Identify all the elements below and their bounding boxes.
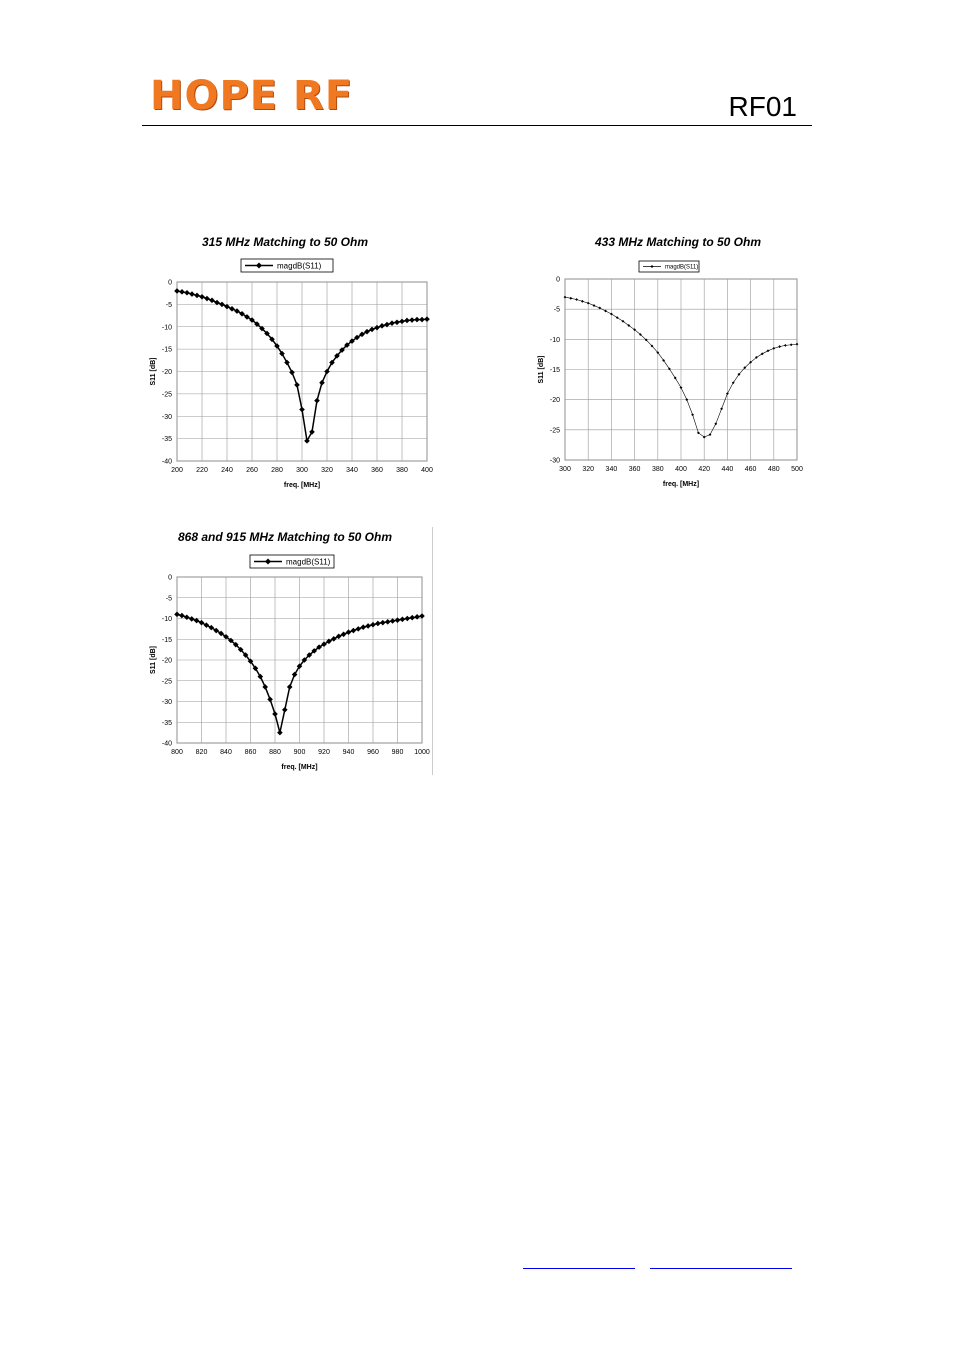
y-tick-label: -15 [161,346,172,354]
y-tick-label: 0 [168,574,172,582]
x-tick-label: 880 [269,749,281,756]
x-tick-label: 220 [196,467,208,474]
x-tick-label: 980 [391,749,404,756]
y-tick-label: -15 [549,367,560,374]
legend-label: magdB(S11) [665,264,699,271]
chart-svg [135,523,435,778]
chart-frame-edge [432,527,433,775]
y-tick-label: -5 [165,595,172,603]
x-tick-label: 260 [246,467,258,474]
y-tick-label: -30 [161,413,172,421]
x-tick-label: 380 [651,466,664,473]
x-tick-label: 300 [559,466,571,473]
y-tick-label: 0 [168,279,172,287]
y-tick-label: -35 [161,436,172,444]
x-tick-label: 860 [244,749,257,756]
y-tick-label: -15 [161,636,172,644]
x-tick-label: 460 [744,466,757,473]
y-tick-label: -25 [161,391,172,399]
y-axis-label: S11 [dB] [150,357,157,386]
x-tick-label: 300 [296,467,308,474]
x-tick-label: 960 [367,749,379,756]
chart-315mhz [135,228,435,493]
x-tick-label: 1000 [414,749,430,756]
footer-link-1[interactable] [523,1254,635,1269]
x-tick-label: 240 [221,467,233,474]
x-axis-label: freq. [MHz] [283,482,321,489]
y-tick-label: -40 [161,458,172,466]
chart-svg [525,228,815,493]
company-logo: HOPE RF [150,73,354,119]
document-id: RF01 [728,91,797,122]
x-tick-label: 360 [371,467,383,474]
y-tick-label: -25 [161,678,172,686]
y-tick-label: -5 [553,306,560,314]
x-tick-label: 340 [605,466,618,473]
y-tick-label: 0 [556,276,560,284]
x-tick-label: 800 [171,749,183,756]
chart-title: 433 MHz Matching to 50 Ohm [594,235,762,249]
y-axis-label: S11 [dB] [538,355,545,384]
y-tick-label: -20 [161,657,172,665]
header-divider [142,125,812,126]
chart-433mhz [525,228,815,493]
x-tick-label: 440 [721,466,734,473]
chart-868-915mhz [135,523,435,778]
x-tick-label: 500 [791,466,803,473]
y-tick-label: -20 [549,397,560,405]
legend-label: magdB(S11) [277,261,322,271]
y-tick-label: -10 [161,616,172,623]
y-tick-label: -35 [161,719,172,727]
chart-svg [135,228,435,493]
x-tick-label: 400 [421,467,433,474]
x-axis-label: freq. [MHz] [281,764,318,771]
x-tick-label: 480 [767,466,780,473]
x-tick-label: 320 [321,467,333,474]
y-tick-label: -30 [161,699,172,706]
y-tick-label: -40 [161,740,172,748]
x-tick-label: 820 [195,749,208,756]
y-tick-label: -25 [549,427,560,435]
x-tick-label: 840 [220,749,232,756]
y-tick-label: -10 [161,324,172,332]
y-axis-label: S11 [dB] [150,645,157,675]
x-tick-label: 900 [293,749,306,756]
x-tick-label: 920 [318,749,330,756]
legend-label: magdB(S11) [286,557,331,567]
x-tick-label: 280 [271,467,283,474]
y-tick-label: -10 [549,336,560,344]
footer-link-2[interactable] [650,1254,792,1269]
x-tick-label: 380 [396,467,408,474]
chart-title: 315 MHz Matching to 50 Ohm [201,235,369,249]
x-tick-label: 200 [171,467,183,474]
chart-title: 868 and 915 MHz Matching to 50 Ohm [177,530,393,544]
x-tick-label: 400 [675,466,687,473]
x-tick-label: 360 [628,466,641,473]
x-tick-label: 420 [698,466,711,473]
x-axis-label: freq. [MHz] [662,481,700,488]
x-tick-label: 940 [342,749,355,756]
y-tick-label: -20 [161,369,172,376]
x-tick-label: 320 [582,466,595,473]
y-tick-label: -30 [549,457,560,465]
x-tick-label: 340 [346,467,358,474]
y-tick-label: -5 [165,301,172,309]
